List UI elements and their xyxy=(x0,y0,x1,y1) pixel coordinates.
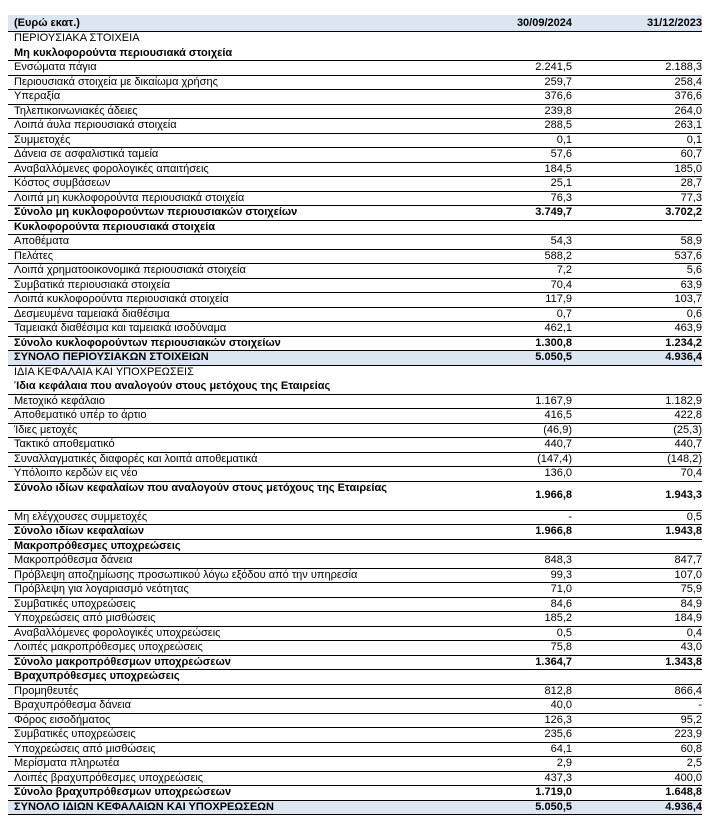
value-2023: 847,7 xyxy=(674,554,702,566)
row-label: ΣΥΝΟΛΟ ΙΔΙΩΝ ΚΕΦΑΛΑΙΩΝ ΚΑΙ ΥΠΟΧΡΕΩΣΕΩΝ xyxy=(14,800,274,813)
row-label: Υπόλοιπο κερδών εις νέο xyxy=(14,467,138,479)
row-label: Δεσμευμένα ταμειακά διαθέσιμα xyxy=(14,307,170,320)
table-row xyxy=(8,134,702,149)
row-label: ΣΥΝΟΛΟ ΠΕΡΙΟΥΣΙΑΚΩΝ ΣΤΟΙΧΕΙΩΝ xyxy=(14,351,209,363)
value-2024: 136,0 xyxy=(544,467,572,479)
table-row xyxy=(8,554,702,569)
row-label: Σύνολο μη κυκλοφορούντων περιουσιακών στοιχείων xyxy=(14,206,298,218)
value-2024: 75,8 xyxy=(550,641,572,653)
row-label: Σύνολο ιδίων κεφαλαίων που αναλογούν στους μετόχους της Εταιρείας xyxy=(14,481,387,494)
table-row xyxy=(8,105,702,120)
value-2023: 63,9 xyxy=(680,278,702,291)
value-2024: 588,2 xyxy=(544,249,572,262)
value-2024 xyxy=(464,366,578,381)
row-label: Σύνολο κυκλοφορούντων περιουσιακών στοιχείων xyxy=(14,336,281,349)
value-2024: (147,4) xyxy=(537,452,572,465)
value-2023: 1.943,8 xyxy=(665,525,702,537)
value-2024: 84,6 xyxy=(550,597,572,610)
value-2023: 4.936,4 xyxy=(665,800,702,813)
value-2023: 866,4 xyxy=(674,684,702,697)
table-row xyxy=(8,308,702,323)
table-row xyxy=(8,438,702,453)
row-label: Συμβατικές υποχρεώσεις xyxy=(14,597,136,610)
value-2024: 235,6 xyxy=(544,728,572,740)
value-2024: 1.300,8 xyxy=(535,336,572,349)
row-label: Μακροπρόθεσμα δάνεια xyxy=(14,554,133,566)
value-2024 xyxy=(464,380,578,394)
row-label: Ίδια κεφάλαια που αναλογούν στους μετόχους της Εταιρείας xyxy=(14,380,331,392)
value-2023 xyxy=(578,366,702,381)
value-2024: 5.050,5 xyxy=(535,351,572,363)
value-2024: 0,5 xyxy=(556,626,572,639)
unit-label: (Ευρώ εκατ.) xyxy=(14,17,80,29)
value-2024: 0,1 xyxy=(556,133,572,146)
row-label: Σύνολο βραχυπρόθεσμων υποχρεώσεων xyxy=(14,786,232,798)
row-label: Συναλλαγματικές διαφορές και λοιπά αποθεματικά xyxy=(14,452,258,465)
value-2023: 184,9 xyxy=(674,612,702,624)
row-label: ΠΕΡΙΟΥΣΙΑΚΑ ΣΤΟΙΧΕΙΑ xyxy=(14,32,140,44)
value-2023: (148,2) xyxy=(667,452,702,465)
value-2023: 3.702,2 xyxy=(665,206,702,218)
table-row xyxy=(8,177,702,192)
value-2023 xyxy=(578,47,702,61)
value-2024: (46,9) xyxy=(543,423,572,436)
table-row xyxy=(8,801,702,816)
value-2024: 25,1 xyxy=(550,177,572,189)
value-2024: 812,8 xyxy=(544,684,572,697)
row-label: Ενσώματα πάγια xyxy=(14,61,97,73)
table-row xyxy=(8,221,702,236)
value-2023: 77,3 xyxy=(680,191,702,204)
row-label: Υπεραξία xyxy=(14,90,61,102)
value-2023: 223,9 xyxy=(674,728,702,740)
value-2024 xyxy=(464,47,578,61)
value-2023: 1.648,8 xyxy=(665,786,702,798)
value-2023: 5,6 xyxy=(686,264,702,276)
value-2023: 422,8 xyxy=(674,409,702,421)
value-2023: 95,2 xyxy=(680,713,702,726)
value-2023 xyxy=(578,221,702,235)
row-label: Σύνολο ιδίων κεφαλαίων xyxy=(14,525,145,537)
value-2024: 1.966,8 xyxy=(535,488,572,501)
value-2023: 0,4 xyxy=(686,626,702,639)
row-label: Λοιπές βραχυπρόθεσμες υποχρεώσεις xyxy=(14,771,204,784)
value-2024: 1.364,7 xyxy=(535,655,572,668)
value-2024: 437,3 xyxy=(544,771,572,784)
value-2024 xyxy=(464,540,578,554)
row-label: Δάνεια σε ασφαλιστικά ταμεία xyxy=(14,148,159,160)
value-2023 xyxy=(578,540,702,554)
value-2024: 1.719,0 xyxy=(535,786,572,798)
value-2023: 60,8 xyxy=(680,742,702,755)
value-2023: (25,3) xyxy=(673,423,702,436)
row-label: Υποχρεώσεις από μισθώσεις xyxy=(14,742,156,755)
value-2023: 0,6 xyxy=(686,307,702,320)
table-row xyxy=(8,453,702,468)
table-row xyxy=(8,757,702,772)
value-2024 xyxy=(464,221,578,235)
table-row xyxy=(8,699,702,714)
row-label: Προμηθευτές xyxy=(14,684,79,697)
value-2023: 1.943,3 xyxy=(665,488,702,501)
row-label: Πρόβλεψη αποζημίωσης προσωπικού λόγω εξόδου από την υπηρεσία xyxy=(14,568,358,581)
value-2023: 1.234,2 xyxy=(665,336,702,349)
value-2023: - xyxy=(698,699,702,711)
balance-sheet-table xyxy=(8,15,702,815)
table-row xyxy=(8,250,702,265)
value-2023: 84,9 xyxy=(680,597,702,610)
table-row xyxy=(8,148,702,163)
value-2024: 117,9 xyxy=(545,293,572,305)
row-label: Μακροπρόθεσμες υποχρεώσεις xyxy=(14,539,181,552)
value-2024: 57,6 xyxy=(550,148,572,160)
table-row xyxy=(8,395,702,410)
table-row xyxy=(8,337,702,352)
row-label: Συμμετοχές xyxy=(14,133,71,146)
table-row xyxy=(8,583,702,598)
row-label: Βραχυπρόθεσμα δάνεια xyxy=(14,699,131,711)
table-row xyxy=(8,279,702,294)
table-row xyxy=(8,76,702,91)
column-header-2024: 30/09/2024 xyxy=(516,17,572,29)
value-2023: 75,9 xyxy=(680,583,702,595)
value-2023 xyxy=(578,380,702,394)
row-label: Πρόβλεψη για λογαριασμό νεότητας xyxy=(14,583,189,595)
value-2024: 7,2 xyxy=(556,264,572,276)
table-row xyxy=(8,627,702,642)
table-row xyxy=(8,235,702,250)
table-row xyxy=(8,511,702,526)
value-2023 xyxy=(578,670,702,684)
row-label: ΙΔΙΑ ΚΕΦΑΛΑΙΑ ΚΑΙ ΥΠΟΧΡΕΩΣΕΙΣ xyxy=(14,365,194,378)
row-label: Λοιπά χρηματοοικονομικά περιουσιακά στοιχεία xyxy=(14,264,246,276)
table-row xyxy=(8,163,702,178)
table-row xyxy=(8,728,702,743)
value-2024: 54,3 xyxy=(550,235,572,247)
table-row xyxy=(8,90,702,105)
value-2024: 259,7 xyxy=(544,75,572,88)
value-2023: 400,0 xyxy=(674,771,702,784)
row-label: Μη κυκλοφορούντα περιουσιακά στοιχεία xyxy=(14,46,233,59)
value-2023: 1.343,8 xyxy=(665,655,702,668)
row-label: Μερίσματα πληρωτέα xyxy=(14,757,120,769)
value-2023: 463,9 xyxy=(674,322,702,334)
value-2023: 440,7 xyxy=(674,438,702,450)
value-2023: 58,9 xyxy=(680,235,702,247)
row-label: Μετοχικό κεφάλαιο xyxy=(14,394,105,407)
value-2023: 376,6 xyxy=(674,90,702,102)
value-2023: 70,4 xyxy=(680,467,702,479)
table-row xyxy=(8,482,702,511)
value-2023: 2.188,3 xyxy=(665,61,702,73)
row-label: Ίδιες μετοχές xyxy=(14,423,78,436)
row-label: Πελάτες xyxy=(14,249,54,262)
table-row xyxy=(8,409,702,424)
value-2024: 70,4 xyxy=(550,278,572,291)
row-label: Αναβαλλόμενες φορολογικές απαιτήσεις xyxy=(14,162,209,175)
value-2023: 107,0 xyxy=(674,568,702,581)
value-2024: 71,0 xyxy=(550,583,572,595)
value-2024: - xyxy=(568,510,572,523)
row-label: Μη ελέγχουσες συμμετοχές xyxy=(14,510,148,523)
table-row xyxy=(8,119,702,134)
row-label: Αποθεματικό υπέρ το άρτιο xyxy=(14,409,147,421)
value-2024: 184,5 xyxy=(544,162,572,175)
table-row xyxy=(8,47,702,62)
value-2024: 848,3 xyxy=(544,554,572,566)
value-2024: 99,3 xyxy=(550,568,572,581)
row-label: Λοιπές μακροπρόθεσμες υποχρεώσεις xyxy=(14,641,203,653)
table-row xyxy=(8,612,702,627)
table-row xyxy=(8,192,702,207)
value-2024: 1.167,9 xyxy=(535,394,572,407)
table-header xyxy=(8,15,702,32)
row-label: Βραχυπρόθεσμες υποχρεώσεις xyxy=(14,670,180,682)
value-2024: 185,2 xyxy=(544,612,572,624)
value-2023: 537,6 xyxy=(674,249,702,262)
table-row xyxy=(8,32,702,47)
table-row xyxy=(8,670,702,685)
value-2023: 185,0 xyxy=(674,162,702,175)
value-2023: 103,7 xyxy=(674,293,702,305)
table-row xyxy=(8,380,702,395)
value-2023: 0,5 xyxy=(686,510,702,523)
table-row xyxy=(8,743,702,758)
value-2023: 2,5 xyxy=(686,757,702,769)
value-2024: 440,7 xyxy=(544,438,572,450)
table-row xyxy=(8,540,702,555)
value-2024: 416,5 xyxy=(544,409,572,421)
value-2024 xyxy=(464,670,578,684)
table-row xyxy=(8,322,702,337)
value-2023: 1.182,9 xyxy=(665,394,702,407)
value-2023: 258,4 xyxy=(674,75,702,88)
value-2024 xyxy=(464,32,578,47)
table-row xyxy=(8,467,702,482)
table-row xyxy=(8,424,702,439)
table-row xyxy=(8,786,702,801)
row-label: Λοιπά μη κυκλοφορούντα περιουσιακά στοιχεία xyxy=(14,191,245,204)
row-label: Αποθέματα xyxy=(14,235,70,247)
value-2023: 60,7 xyxy=(680,148,702,160)
value-2024: 64,1 xyxy=(550,742,572,755)
value-2024: 126,3 xyxy=(544,713,572,726)
table-row xyxy=(8,293,702,308)
row-label: Τηλεπικοινωνιακές άδειες xyxy=(14,104,138,117)
row-label: Συμβατικές υποχρεώσεις xyxy=(14,728,136,740)
row-label: Υποχρεώσεις από μισθώσεις xyxy=(14,612,156,624)
row-label: Περιουσιακά στοιχεία με δικαίωμα χρήσης xyxy=(14,75,218,88)
row-label: Λοιπά κυκλοφορούντα περιουσιακά στοιχεία xyxy=(14,293,229,305)
value-2023: 43,0 xyxy=(680,641,702,653)
value-2024: 288,5 xyxy=(544,119,572,131)
value-2024: 0,7 xyxy=(556,307,572,320)
row-label: Αναβαλλόμενες φορολογικές υποχρεώσεις xyxy=(14,626,221,639)
row-label: Κυκλοφορούντα περιουσιακά στοιχεία xyxy=(14,220,216,233)
value-2023: 263,1 xyxy=(674,119,702,131)
value-2024: 76,3 xyxy=(550,191,572,204)
value-2024: 2.241,5 xyxy=(535,61,572,73)
value-2023: 28,7 xyxy=(680,177,702,189)
row-label: Λοιπά άυλα περιουσιακά στοιχεία xyxy=(14,119,177,131)
table-row xyxy=(8,772,702,787)
table-row xyxy=(8,641,702,656)
table-row xyxy=(8,685,702,700)
value-2023: 0,1 xyxy=(686,133,702,146)
value-2023: 4.936,4 xyxy=(665,351,702,363)
row-label: Τακτικό αποθεματικό xyxy=(14,438,115,450)
row-label: Φόρος εισοδήματος xyxy=(14,713,111,726)
value-2023: 264,0 xyxy=(674,104,702,117)
value-2024: 5.050,5 xyxy=(535,800,572,813)
table-row xyxy=(8,598,702,613)
table-row xyxy=(8,569,702,584)
value-2024: 239,8 xyxy=(544,104,572,117)
row-label: Συμβατικά περιουσιακά στοιχεία xyxy=(14,278,171,291)
value-2024: 462,1 xyxy=(544,322,572,334)
value-2024: 40,0 xyxy=(550,699,572,711)
table-body xyxy=(8,32,702,815)
table-row xyxy=(8,206,702,221)
table-row xyxy=(8,525,702,540)
table-row xyxy=(8,351,702,366)
value-2024: 3.749,7 xyxy=(535,206,572,218)
value-2024: 2,9 xyxy=(556,757,572,769)
table-row xyxy=(8,366,702,381)
column-header-2023: 31/12/2023 xyxy=(646,17,702,29)
table-row xyxy=(8,656,702,671)
table-row xyxy=(8,714,702,729)
value-2023 xyxy=(578,32,702,47)
row-label: Κόστος συμβάσεων xyxy=(14,177,111,189)
row-label: Σύνολο μακροπρόθεσμων υποχρεώσεων xyxy=(14,655,231,668)
row-label: Ταμειακά διαθέσιμα και ταμειακά ισοδύναμα xyxy=(14,322,227,334)
value-2024: 376,6 xyxy=(544,90,572,102)
table-row xyxy=(8,61,702,76)
value-2024: 1.966,8 xyxy=(535,525,572,537)
table-row xyxy=(8,264,702,279)
